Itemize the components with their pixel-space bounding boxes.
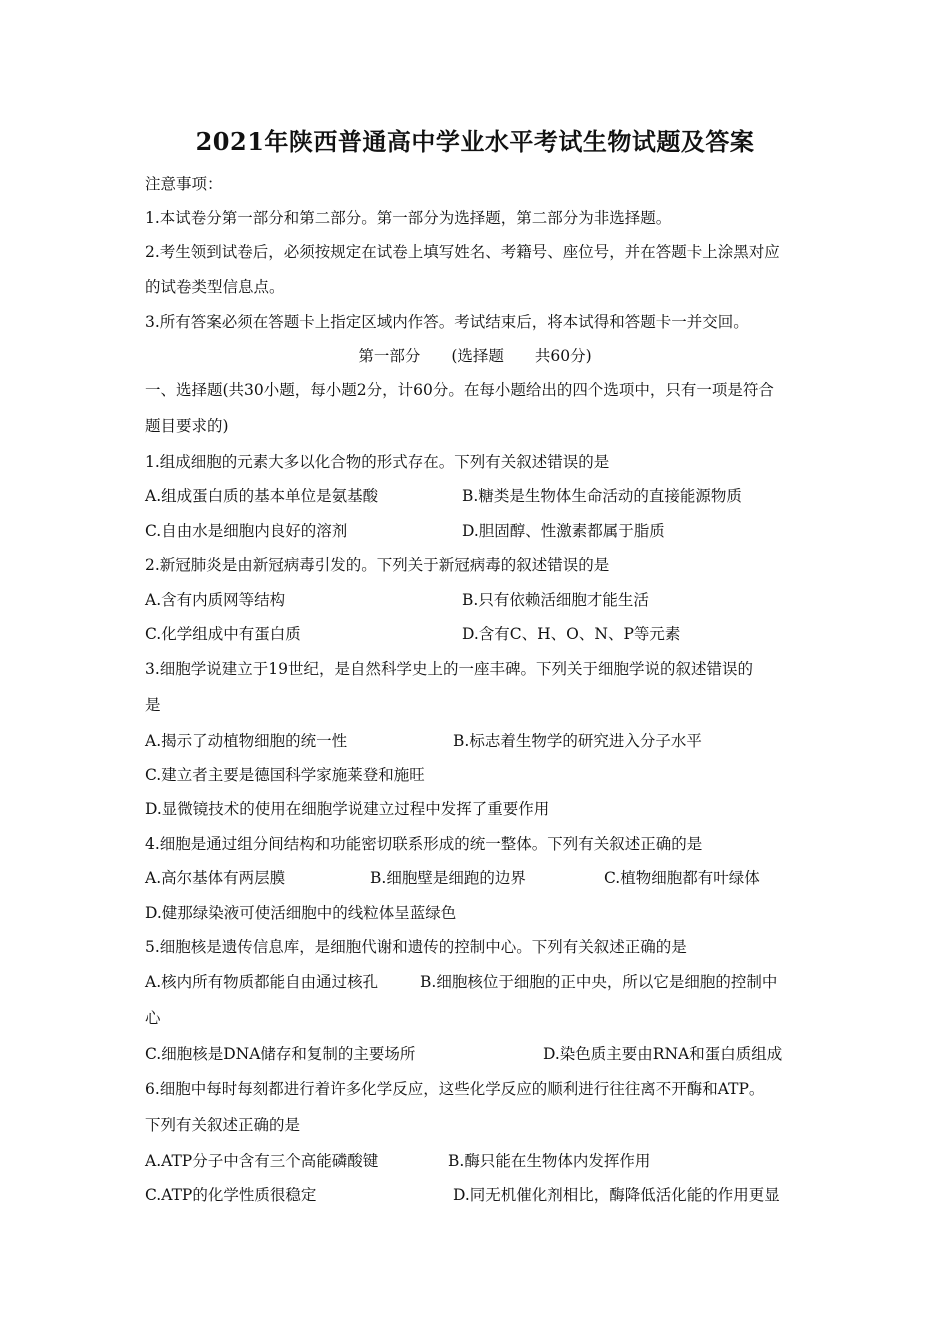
question-1-stem: 1.组成细胞的元素大多以化合物的形式存在。下列有关叙述错误的是 — [145, 453, 610, 471]
question-2-option-a: A.含有内质网等结构 — [145, 591, 286, 609]
question-4-stem: 4.细胞是通过组分间结构和功能密切联系形成的统一整体。下列有关叙述正确的是 — [145, 835, 703, 853]
notice-item-1: 1.本试卷分第一部分和第二部分。第一部分为选择题，第二部分为非选择题。 — [145, 209, 672, 227]
part1-intro-line-1: 一、选择题(共30小题，每小题2分，计60分。在每小题给出的四个选项中，只有一项是符合 — [145, 381, 774, 399]
notice-item-3: 3.所有答案必须在答题卡上指定区域内作答。考试结束后，将本试得和答题卡一并交回。 — [145, 313, 749, 331]
part1-heading: 第一部分 (选择题 共60分) — [358, 347, 592, 365]
question-3-option-a: A.揭示了动植物细胞的统一性 — [145, 732, 348, 750]
question-3-stem-line-1: 3.细胞学说建立于19世纪，是自然科学史上的一座丰碑。下列关于细胞学说的叙述错误的 — [145, 660, 754, 678]
question-3-stem-line-2: 是 — [145, 696, 161, 714]
question-2-stem: 2.新冠肺炎是由新冠病毒引发的。下列关于新冠病毒的叙述错误的是 — [145, 556, 610, 574]
question-5-option-a: A.核内所有物质都能自由通过核孔 — [145, 973, 379, 991]
notice-heading: 注意事项： — [145, 175, 223, 193]
question-2-option-d: D.含有C、H、O、N、P等元素 — [462, 625, 681, 643]
question-2-option-b: B.只有依赖活细胞才能生活 — [462, 591, 649, 609]
notice-item-2-line-1: 2.考生领到试卷后，必须按规定在试卷上填写姓名、考籍号、座位号，并在答题卡上涂黑对应 — [145, 243, 780, 261]
question-6-option-c: C.ATP的化学性质很稳定 — [145, 1186, 317, 1204]
question-5-option-d: D.染色质主要由RNA和蛋白质组成 — [543, 1045, 783, 1063]
question-6-option-d: D.同无机催化剂相比，酶降低活化能的作用更显 — [453, 1186, 780, 1204]
notice-item-2-line-2: 的试卷类型信息点。 — [145, 278, 285, 296]
question-4-option-c: C.植物细胞都有叶绿体 — [604, 869, 760, 887]
question-6-option-b: B.酶只能在生物体内发挥作用 — [448, 1152, 651, 1170]
question-4-option-b: B.细胞壁是细跑的边界 — [370, 869, 526, 887]
document-title: 2021年陕西普通高中学业水平考试生物试题及答案 — [195, 127, 755, 156]
question-1-option-d: D.胆固醇、性激素都属于脂质 — [462, 522, 665, 540]
question-4-option-a: A.高尔基体有两层膜 — [145, 869, 286, 887]
question-4-option-d: D.健那绿染液可使活细胞中的线粒体呈蓝绿色 — [145, 904, 457, 922]
question-1-option-c: C.自由水是细胞内良好的溶剂 — [145, 522, 348, 540]
question-5-option-b-line-2: 心 — [145, 1009, 161, 1027]
question-5-option-b-line-1: B.细胞核位于细胞的正中央，所以它是细胞的控制中 — [420, 973, 778, 991]
part1-intro-line-2: 题目要求的) — [145, 417, 229, 435]
question-6-option-a: A.ATP分子中含有三个高能磷酸键 — [145, 1152, 379, 1170]
question-3-option-d: D.显微镜技术的使用在细胞学说建立过程中发挥了重要作用 — [145, 800, 550, 818]
question-6-stem-line-1: 6.细胞中每时每刻都进行着许多化学反应，这些化学反应的顺利进行往往离不开酶和ATP。 — [145, 1080, 765, 1098]
question-5-option-c: C.细胞核是DNA储存和复制的主要场所 — [145, 1045, 416, 1063]
question-3-option-c: C.建立者主要是德国科学家施莱登和施旺 — [145, 766, 425, 784]
question-5-stem: 5.细胞核是遗传信息库，是细胞代谢和遗传的控制中心。下列有关叙述正确的是 — [145, 938, 687, 956]
question-6-stem-line-2: 下列有关叙述正确的是 — [145, 1116, 301, 1134]
question-3-option-b: B.标志着生物学的研究进入分子水平 — [453, 732, 702, 750]
question-1-option-b: B.糖类是生物体生命活动的直接能源物质 — [462, 487, 742, 505]
question-2-option-c: C.化学组成中有蛋白质 — [145, 625, 301, 643]
question-1-option-a: A.组成蛋白质的基本单位是氨基酸 — [145, 487, 379, 505]
